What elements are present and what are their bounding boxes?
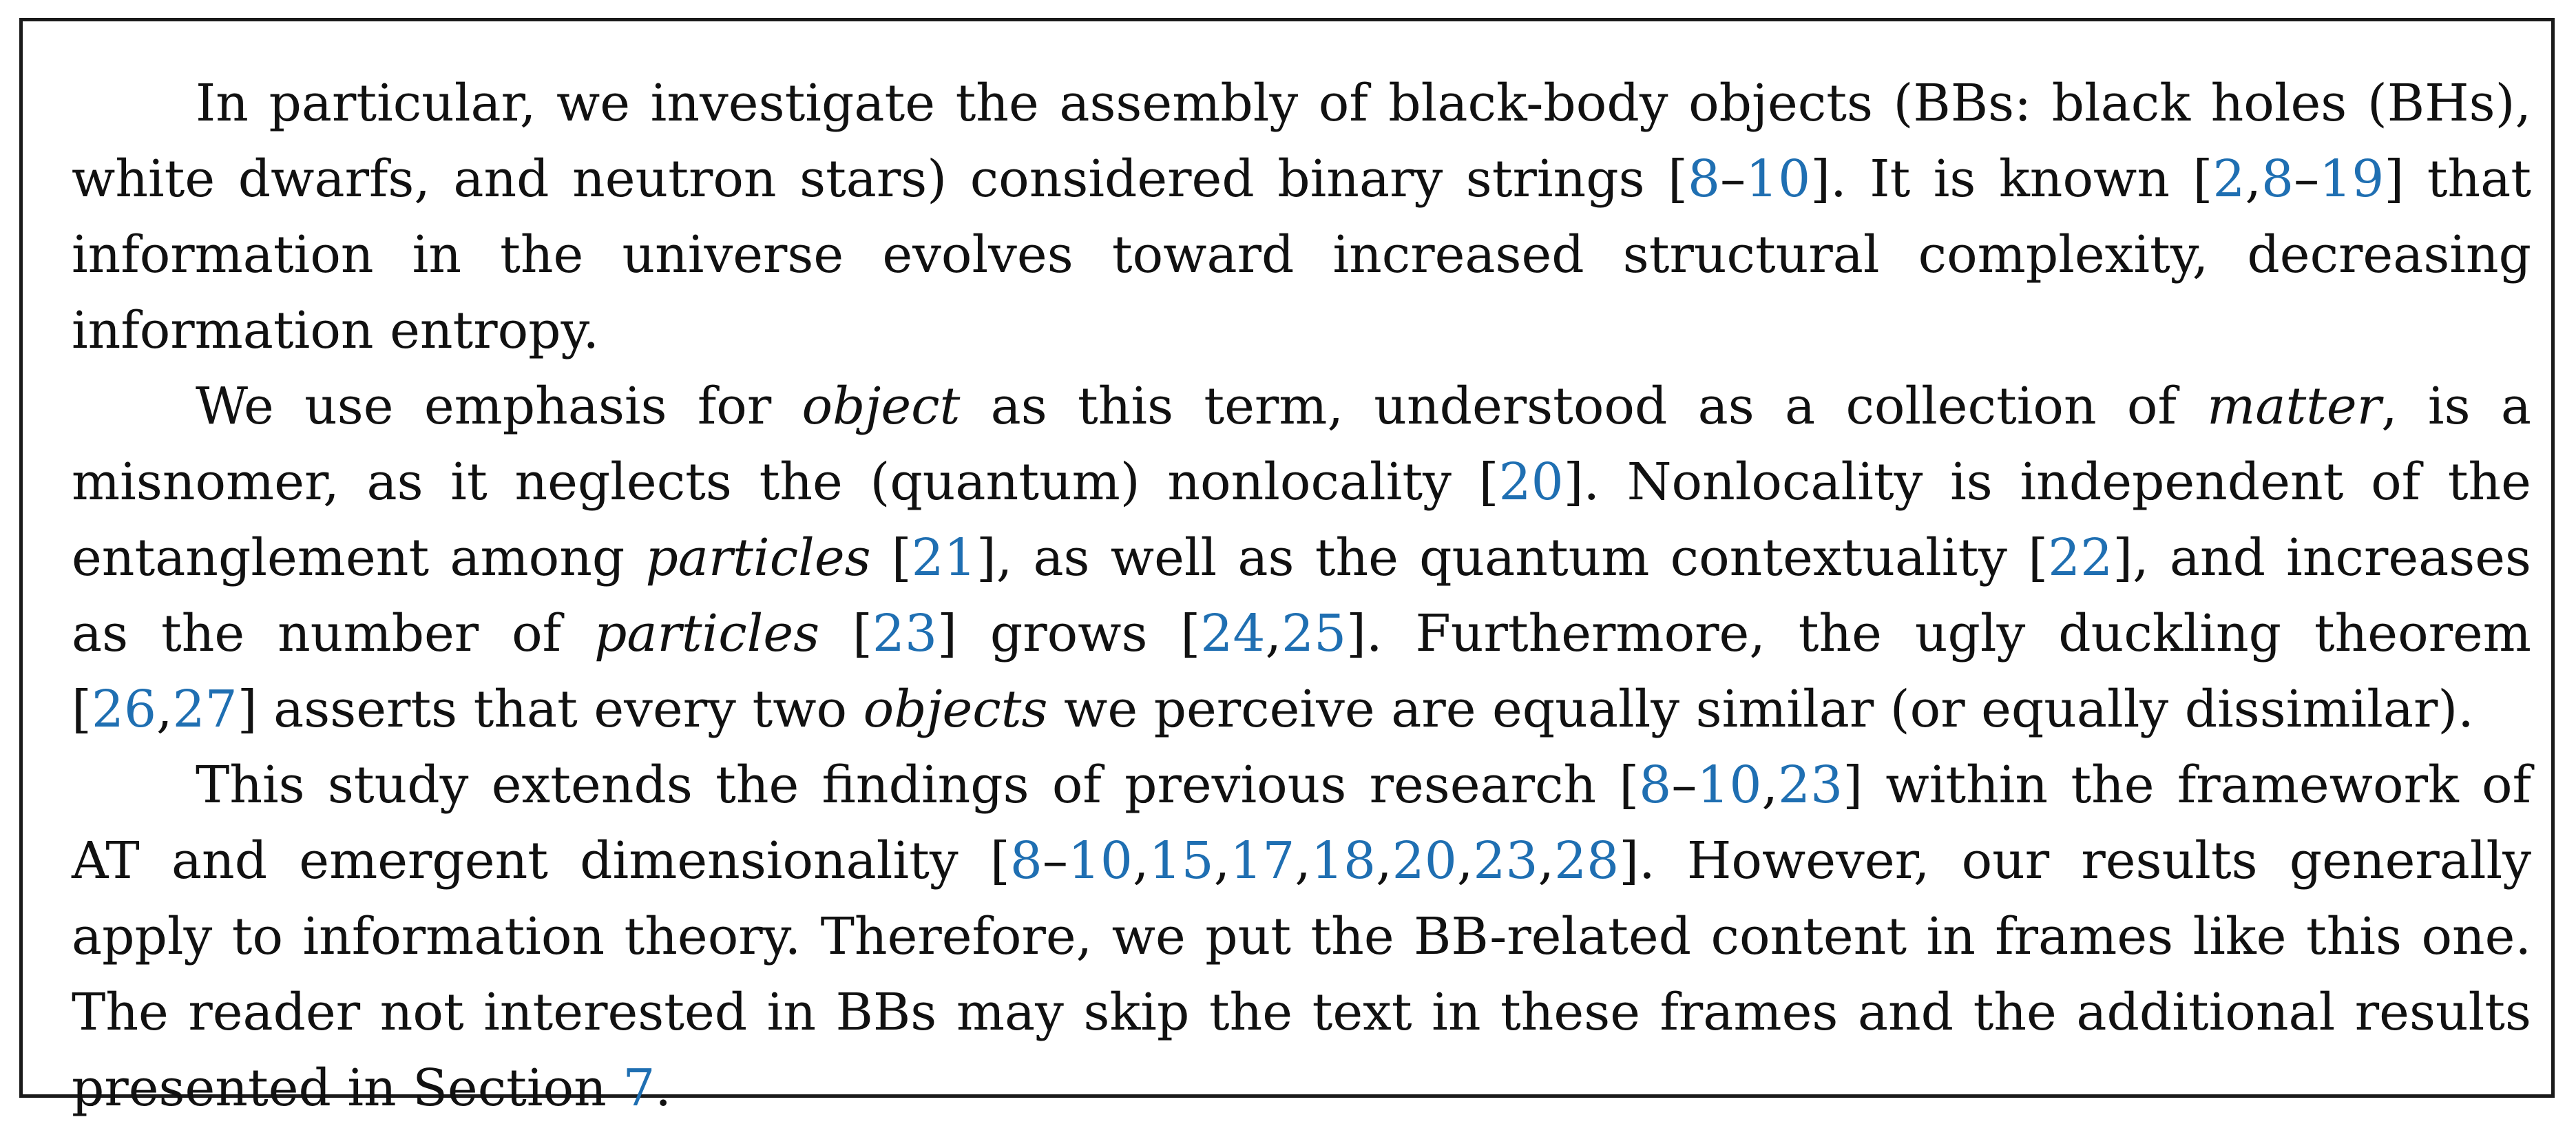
citation-link[interactable]: 2 xyxy=(2212,149,2245,209)
citation-link[interactable]: 20 xyxy=(1498,452,1564,512)
citation-link[interactable]: 17 xyxy=(1230,831,1295,890)
text-run: , xyxy=(1295,831,1311,890)
text-run: ]. Furthermore, the ugly duckling theorem [ xyxy=(72,604,2531,739)
text-run: , xyxy=(1761,755,1779,815)
text-run: ]. Nonlocality is independent of the entanglement among xyxy=(72,452,2531,587)
text-run: [ xyxy=(870,528,912,587)
citation-link[interactable]: 8 xyxy=(1639,755,1672,815)
citation-link[interactable]: 10 xyxy=(1697,755,1762,815)
text-run: ] grows [ xyxy=(937,604,1201,663)
citation-link[interactable]: 23 xyxy=(1778,755,1843,815)
emphasized-term: objects xyxy=(863,680,1048,739)
citation-link[interactable]: 20 xyxy=(1392,831,1457,890)
citation-link[interactable]: 8 xyxy=(1009,831,1043,890)
text-run: – xyxy=(1042,831,1068,890)
text-run: [ xyxy=(819,604,872,663)
text-run: , is a misnomer, as it neglects the (quantum) nonlocality [ xyxy=(72,377,2531,512)
text-run: We use emphasis for xyxy=(196,377,802,436)
text-run: , xyxy=(2245,149,2262,209)
text-run: , xyxy=(1213,831,1231,890)
text-run: ] asserts that every two xyxy=(237,680,863,739)
citation-link[interactable]: 8 xyxy=(2261,149,2294,209)
text-run: , xyxy=(1265,604,1281,663)
citation-link[interactable]: 27 xyxy=(172,680,238,739)
text-run: ]. It is known [ xyxy=(1810,149,2213,209)
text-run: we perceive are equally similar (or equally dissimilar). xyxy=(1047,680,2474,739)
text-run: , xyxy=(1538,831,1555,890)
text-run: ], and increases as the number of xyxy=(72,528,2531,663)
citation-link[interactable]: 7 xyxy=(622,1059,656,1118)
text-run: . xyxy=(655,1059,671,1118)
citation-link[interactable]: 21 xyxy=(911,528,976,587)
citation-link[interactable]: 22 xyxy=(2048,528,2113,587)
citation-link[interactable]: 19 xyxy=(2319,149,2385,209)
text-run: – xyxy=(1671,755,1697,815)
text-run: , xyxy=(1456,831,1474,890)
citation-link[interactable]: 8 xyxy=(1688,149,1721,209)
text-run: – xyxy=(1720,149,1746,209)
emphasized-term: particles xyxy=(645,528,871,587)
citation-link[interactable]: 28 xyxy=(1554,831,1620,890)
citation-link[interactable]: 10 xyxy=(1067,831,1133,890)
text-run: This study extends the findings of previous research [ xyxy=(196,755,1640,815)
emphasized-term: particles xyxy=(594,604,820,663)
paragraph-1 xyxy=(72,65,2531,368)
text-run: ], as well as the quantum contextuality [ xyxy=(976,528,2049,587)
citation-link[interactable]: 23 xyxy=(872,604,938,663)
text-run: – xyxy=(2294,149,2320,209)
citation-link[interactable]: 26 xyxy=(91,680,157,739)
text-run: , xyxy=(1133,831,1149,890)
text-run: In particular, we investigate the assembly of black-body objects (BBs: black holes (BHs), white dwarfs, and neutron stars) considered binary strings [ xyxy=(72,74,2531,209)
text-run: ] within the framework of AT and emergent dimensionality [ xyxy=(72,755,2531,890)
citation-link[interactable]: 24 xyxy=(1200,604,1266,663)
citation-link[interactable]: 18 xyxy=(1310,831,1376,890)
emphasized-term: matter xyxy=(2207,377,2382,436)
text-run: , xyxy=(156,680,173,739)
text-run: as this term, understood as a collection of xyxy=(960,377,2208,436)
citation-link[interactable]: 25 xyxy=(1281,604,1347,663)
text-run: , xyxy=(1376,831,1392,890)
emphasized-term: object xyxy=(802,377,961,436)
citation-link[interactable]: 10 xyxy=(1746,149,1811,209)
text-run: ] that information in the universe evolves toward increased structural complexity, decreasing information entropy. xyxy=(72,149,2531,360)
frame-body xyxy=(72,65,2531,1126)
paragraph-3 xyxy=(72,747,2531,1126)
text-frame xyxy=(19,18,2555,1118)
citation-link[interactable]: 15 xyxy=(1149,831,1214,890)
paragraph-2 xyxy=(72,368,2531,747)
text-run: ]. However, our results generally apply to information theory. Therefore, we put the BB-related content in frames like this one. The reader not interested in BBs may skip the text in these frames and the additional results presented in Section xyxy=(72,831,2531,1118)
citation-link[interactable]: 23 xyxy=(1473,831,1538,890)
